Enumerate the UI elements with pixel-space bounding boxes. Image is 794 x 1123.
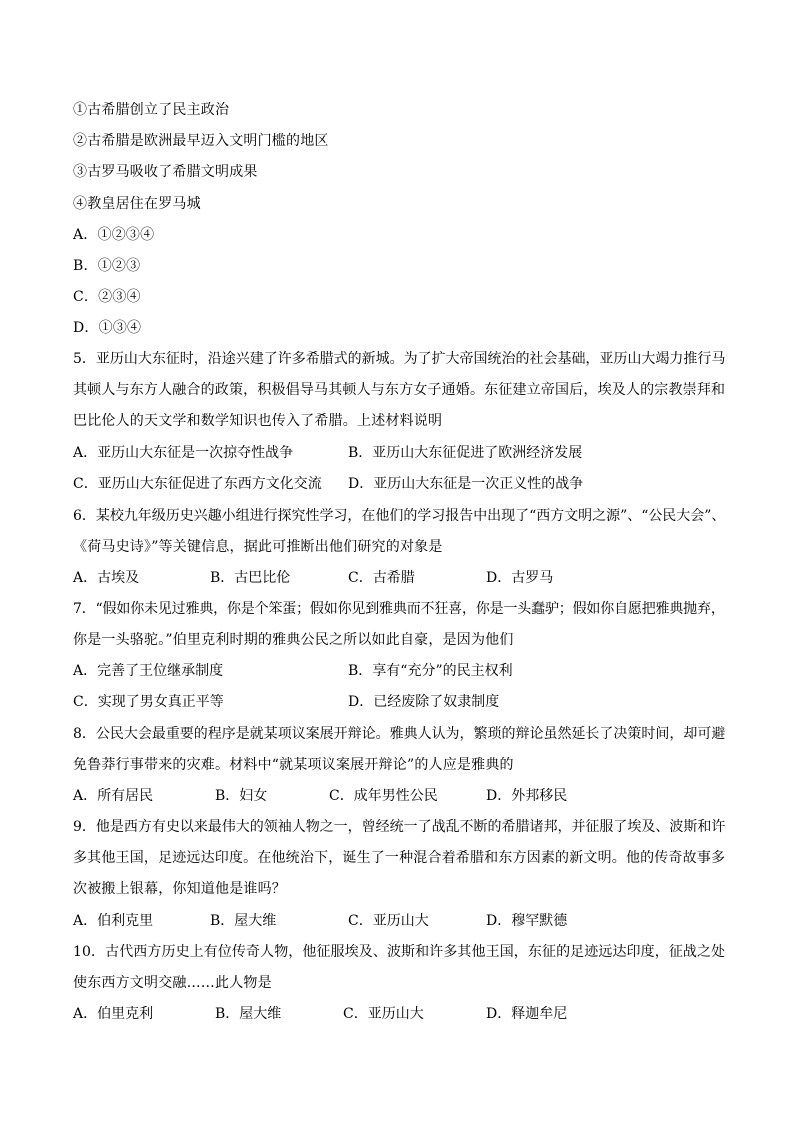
q9-option-c: C．亚历山大 bbox=[348, 913, 429, 929]
q9-option-b: B．屋大维 bbox=[210, 913, 277, 929]
q5-option-a: A．亚历山大东征是一次掠夺性战争 bbox=[73, 445, 294, 461]
q5-stem-line-1: 5．亚历山大东征时，沿途兴建了许多希腊式的新城。为了扩大帝国统治的社会基础，亚历山大竭力推行马 bbox=[73, 351, 726, 367]
statement-2: ②古希腊是欧洲最早迈入文明门槛的地区 bbox=[73, 133, 329, 149]
q6-stem-line-2: 《荷马史诗》”等关键信息，据此可推断出他们研究的对象是 bbox=[73, 539, 443, 555]
q8-option-d: D．外邦移民 bbox=[486, 788, 568, 804]
statement-1: ①古希腊创立了民主政治 bbox=[73, 102, 230, 118]
q7-option-c: C．实现了男女真正平等 bbox=[73, 694, 224, 710]
q7-stem-line-2: 你是一头骆驼。”伯里克利时期的雅典公民之所以如此自豪，是因为他们 bbox=[73, 632, 514, 648]
q6-option-d: D．古罗马 bbox=[486, 570, 554, 586]
q8-option-c: C．成年男性公民 bbox=[329, 788, 438, 804]
q10-option-c: C．亚历山大 bbox=[343, 1006, 424, 1022]
q10-stem-line-1: 10．古代西方历史上有位传奇人物，他征服埃及、波斯和许多其他王国，东征的足迹远达印度，征战之处 bbox=[73, 944, 726, 960]
q5-option-d: D．亚历山大东征是一次正义性的战争 bbox=[348, 476, 584, 492]
q8-stem-line-2: 免鲁莽行事带来的灾难。材料中“就某项议案展开辩论”的人应是雅典的 bbox=[73, 757, 514, 773]
q4-option-b: B．①②③ bbox=[73, 258, 141, 274]
statement-3: ③古罗马吸收了希腊文明成果 bbox=[73, 164, 258, 180]
statement-4: ④教皇居住在罗马城 bbox=[73, 196, 201, 212]
q6-option-a: A．古埃及 bbox=[73, 570, 140, 586]
q9-option-d: D．穆罕默德 bbox=[486, 913, 568, 929]
q10-option-b: B．屋大维 bbox=[215, 1006, 282, 1022]
q9-stem-line-2: 多其他王国，足迹远达印度。在他统治下，诞生了一种混合着希腊和东方因素的新文明。他的传奇故事多 bbox=[73, 850, 726, 866]
q7-option-b: B．享有“充分”的民主权利 bbox=[348, 663, 513, 679]
q5-option-b: B．亚历山大东征促进了欧洲经济发展 bbox=[348, 445, 583, 461]
q7-option-a: A．完善了王位继承制度 bbox=[73, 663, 224, 679]
q6-option-b: B．古巴比伦 bbox=[210, 570, 291, 586]
q10-stem-line-2: 使东西方文明交融……此人物是 bbox=[73, 975, 272, 991]
q10-option-d: D．释迦牟尼 bbox=[486, 1006, 568, 1022]
q10-option-a: A．伯里克利 bbox=[73, 1006, 154, 1022]
q9-option-a: A．伯利克里 bbox=[73, 913, 154, 929]
q4-option-d: D．①③④ bbox=[73, 320, 142, 336]
q9-stem-line-3: 次被搬上银幕，你知道他是谁吗？ bbox=[73, 881, 286, 897]
q7-stem-line-1: 7．“假如你未见过雅典，你是个笨蛋；假如你见到雅典而不狂喜，你是一头蠢驴；假如你自愿把雅典抛弃， bbox=[73, 601, 725, 617]
q5-stem-line-2: 其顿人与东方人融合的政策，积极倡导马其顿人与东方女子通婚。东征建立帝国后，埃及人的宗教崇拜和 bbox=[73, 382, 726, 398]
q5-stem-line-3: 巴比伦人的天文学和数学知识也传入了希腊。上述材料说明 bbox=[73, 413, 443, 429]
q5-option-c: C．亚历山大东征促进了东西方文化交流 bbox=[73, 476, 322, 492]
q8-option-a: A．所有居民 bbox=[73, 788, 154, 804]
q6-stem-line-1: 6．某校九年级历史兴趣小组进行探究性学习，在他们的学习报告中出现了“西方文明之源”、“公民大会”、 bbox=[73, 508, 726, 524]
q6-option-c: C．古希腊 bbox=[348, 570, 415, 586]
q8-option-b: B．妇女 bbox=[215, 788, 268, 804]
q9-stem-line-1: 9．他是西方有史以来最伟大的领袖人物之一，曾经统一了战乱不断的希腊诸邦，并征服了埃及、波斯和许 bbox=[73, 819, 726, 835]
q7-option-d: D．已经废除了奴隶制度 bbox=[348, 694, 500, 710]
q8-stem-line-1: 8．公民大会最重要的程序是就某项议案展开辩论。雅典人认为，繁琐的辩论虽然延长了决策时间，却可避 bbox=[73, 726, 726, 742]
q4-option-c: C．②③④ bbox=[73, 289, 141, 305]
q4-option-a: A．①②③④ bbox=[73, 227, 155, 243]
